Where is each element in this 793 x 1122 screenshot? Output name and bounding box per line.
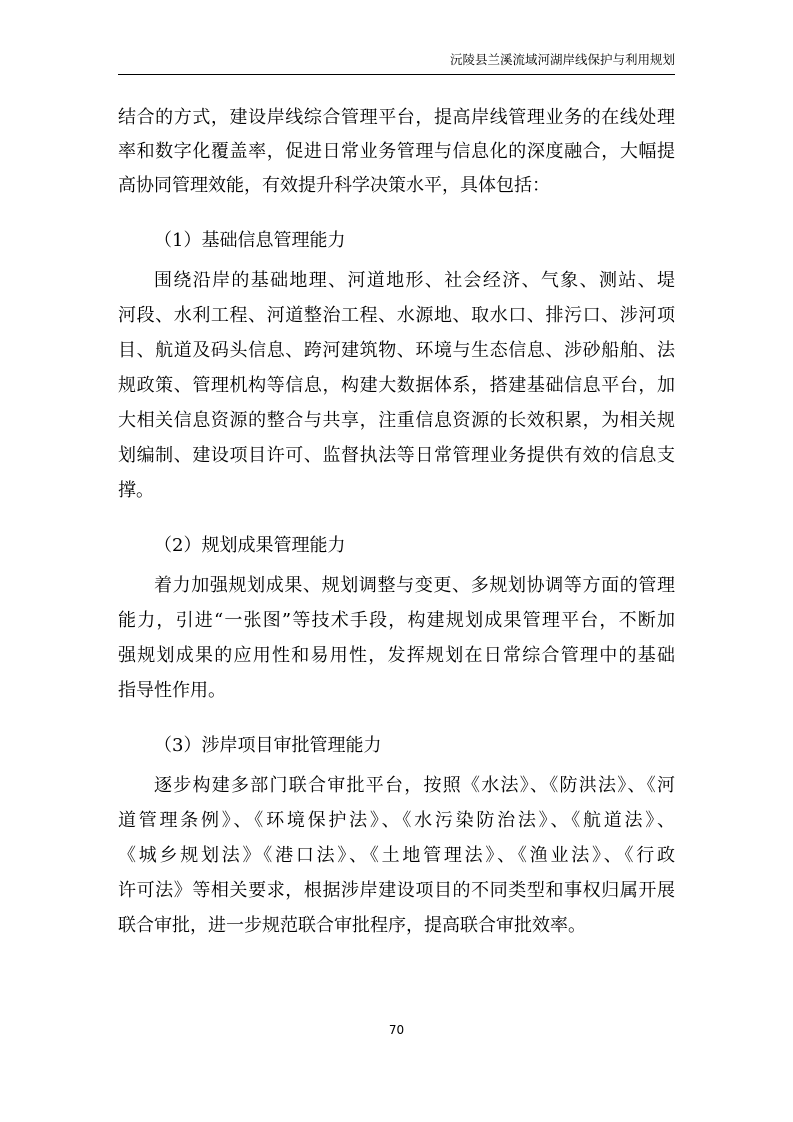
body-line: 联合审批，进一步规范联合审批程序，提高联合审批效率。 <box>118 915 586 936</box>
body-line: 高协同管理效能，有效提升科学决策水平，具体包括： <box>118 175 550 196</box>
section-heading: （3）涉岸项目审批管理能力 <box>154 735 382 756</box>
body-line: 逐步构建多部门联合审批平台，按照《水法》、《防洪法》、《河 <box>154 775 675 796</box>
body-line: 规政策、管理机构等信息，构建大数据体系，搭建基础信息平台，加 <box>118 375 675 396</box>
body-line: 河段、水利工程、河道整治工程、水源地、取水口、排污口、涉河项 <box>118 305 675 326</box>
body-line: 强规划成果的应用性和易用性，发挥规划在日常综合管理中的基础 <box>118 645 675 666</box>
running-header-title: 沅陵县兰溪流域河湖岸线保护与利用规划 <box>449 52 675 67</box>
body-line: 结合的方式，建设岸线综合管理平台，提高岸线管理业务的在线处理 <box>118 107 675 128</box>
body-line: 划编制、建设项目许可、监督执法等日常管理业务提供有效的信息支 <box>118 445 675 466</box>
body-line: 撑。 <box>118 480 154 501</box>
body-line: 率和数字化覆盖率，促进日常业务管理与信息化的深度融合，大幅提 <box>118 141 675 162</box>
page-number: 70 <box>388 1023 405 1037</box>
body-line: 着力加强规划成果、规划调整与变更、多规划协调等方面的管理 <box>154 575 675 596</box>
body-line: 道管理条例》、《环境保护法》、《水污染防治法》、《航道法》、 <box>118 810 675 831</box>
body-line: 围绕沿岸的基础地理、河道地形、社会经济、气象、测站、堤 <box>154 270 675 291</box>
body-line: 能力，引进“一张图”等技术手段，构建规划成果管理平台，不断加 <box>118 610 675 631</box>
body-line: 大相关信息资源的整合与共享，注重信息资源的长效积累，为相关规 <box>118 410 675 431</box>
body-line: 指导性作用。 <box>118 680 226 701</box>
body-line: 许可法》等相关要求，根据涉岸建设项目的不同类型和事权归属开展 <box>118 880 675 901</box>
section-heading: （1）基础信息管理能力 <box>154 230 346 251</box>
header-divider <box>118 74 675 75</box>
body-line: 目、航道及码头信息、跨河建筑物、环境与生态信息、涉砂船舶、法 <box>118 340 675 361</box>
body-line: 《城乡规划法》《港口法》、《土地管理法》、《渔业法》、《行政 <box>118 845 675 866</box>
section-heading: （2）规划成果管理能力 <box>154 535 346 556</box>
